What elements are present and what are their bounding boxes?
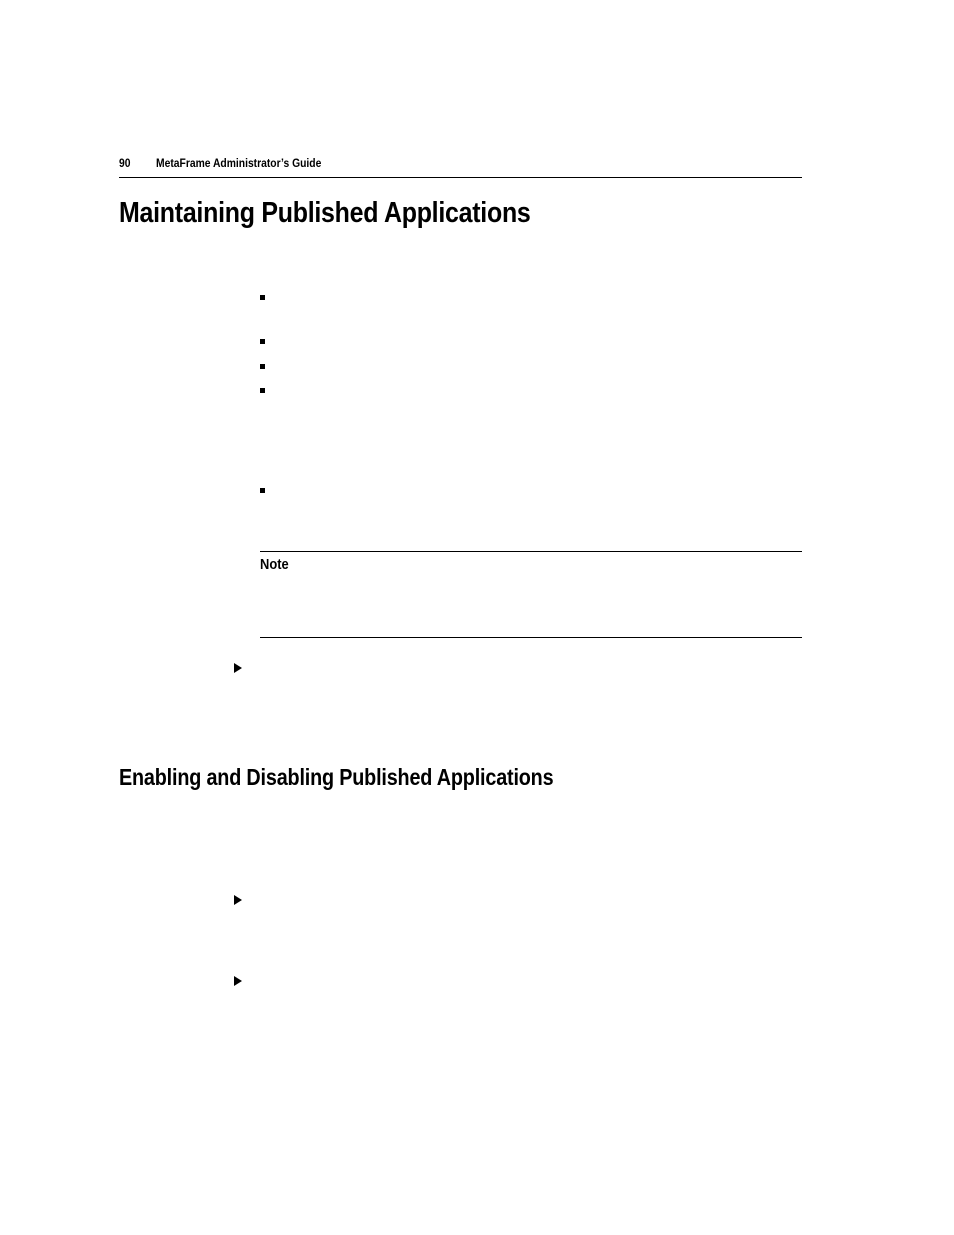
bullet-marker bbox=[260, 388, 265, 393]
page-number: 90 bbox=[119, 156, 131, 170]
bullet-marker bbox=[260, 488, 265, 493]
bullet-marker bbox=[260, 364, 265, 369]
note-top-rule bbox=[260, 551, 802, 552]
subsection-heading: Enabling and Disabling Published Applications bbox=[119, 764, 554, 790]
procedure-arrow-icon bbox=[234, 895, 242, 905]
procedure-arrow-icon bbox=[234, 663, 242, 673]
bullet-marker bbox=[260, 295, 265, 300]
book-title: MetaFrame Administrator’s Guide bbox=[156, 156, 322, 170]
running-header bbox=[119, 155, 802, 178]
note-label: Note bbox=[260, 556, 289, 573]
note-bottom-rule bbox=[260, 637, 802, 638]
section-heading: Maintaining Published Applications bbox=[119, 197, 531, 229]
procedure-arrow-icon bbox=[234, 976, 242, 986]
bullet-marker bbox=[260, 339, 265, 344]
